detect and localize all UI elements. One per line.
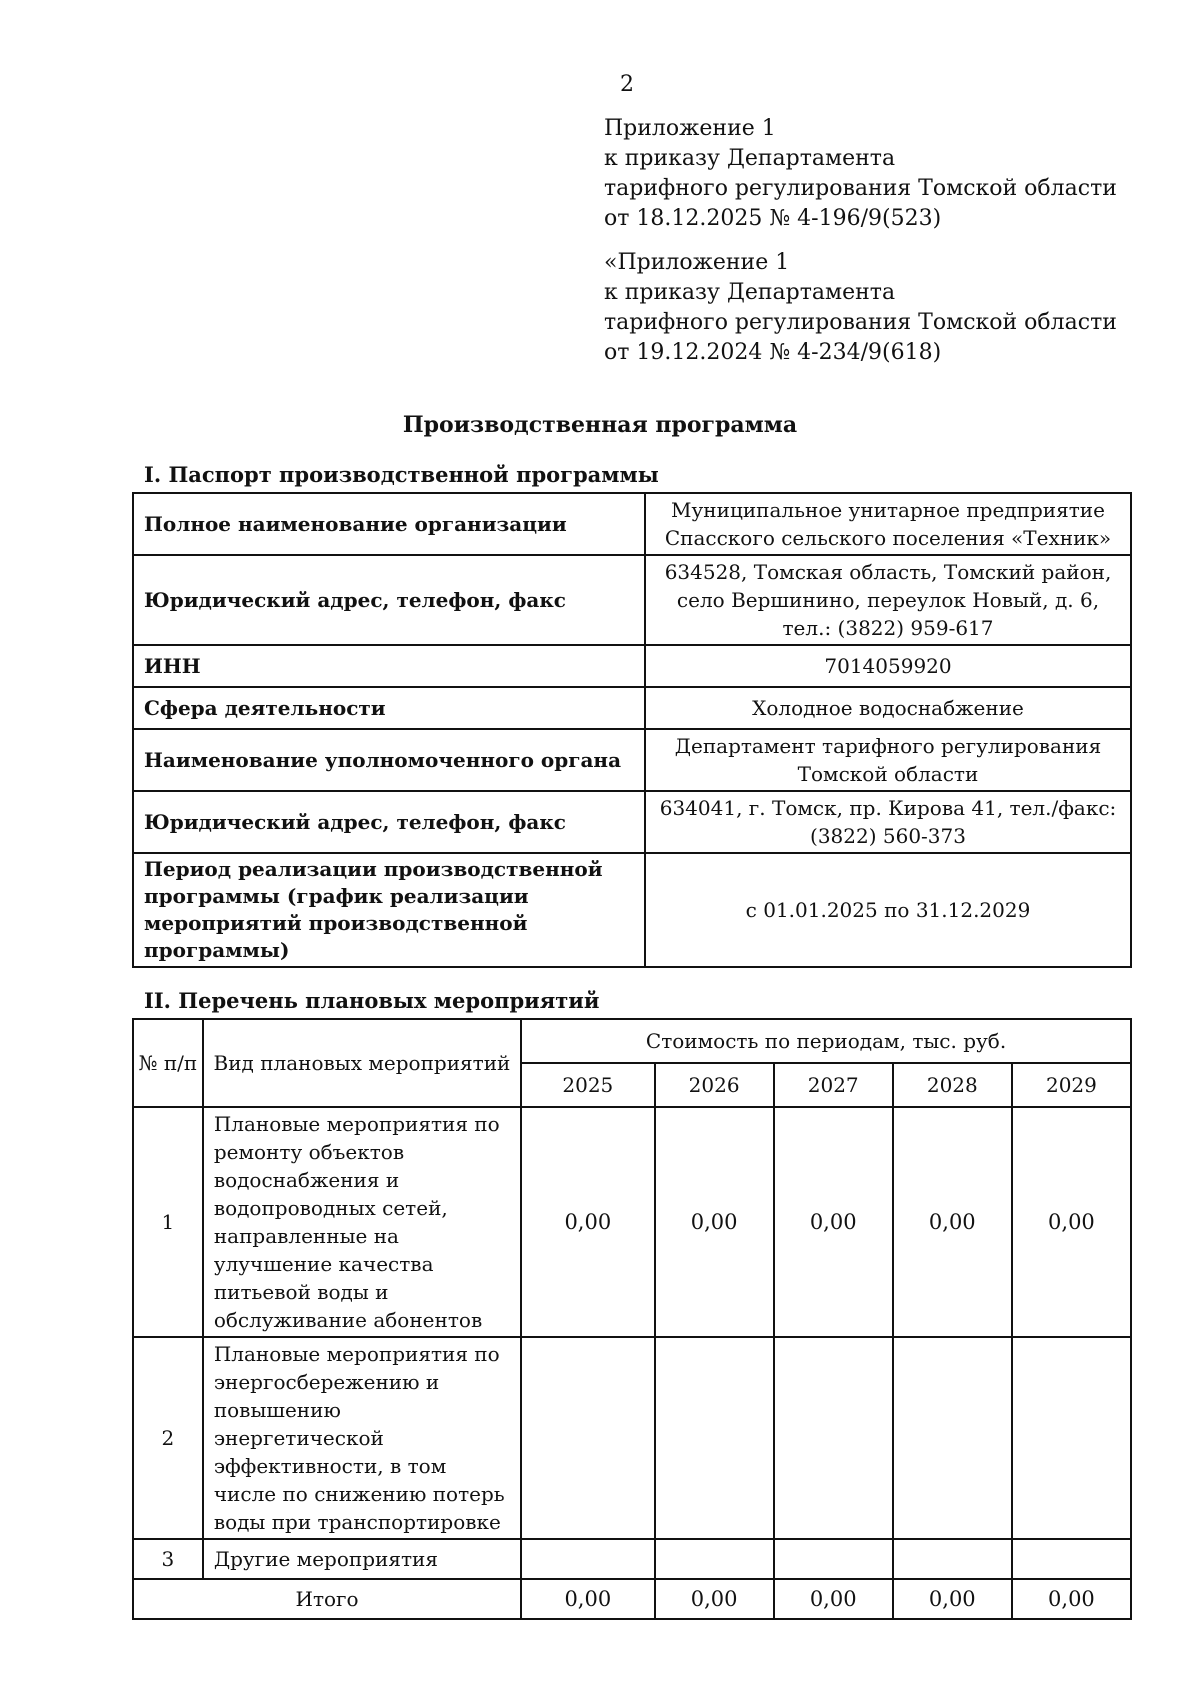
- cost-cell: [774, 1539, 893, 1579]
- row-label: Юридический адрес, телефон, факс: [133, 791, 645, 853]
- table-row: [133, 1337, 1131, 1539]
- col-header-year: 2029: [1012, 1063, 1131, 1107]
- row-value: 7014059920: [645, 645, 1131, 687]
- col-header-year: 2026: [655, 1063, 774, 1107]
- col-header-year: 2025: [521, 1063, 654, 1107]
- row-event-name: Другие мероприятия: [203, 1539, 521, 1579]
- row-label: Наименование уполномоченного органа: [133, 729, 645, 791]
- cost-cell: 0,00: [774, 1107, 893, 1337]
- cost-cell: [774, 1337, 893, 1539]
- passport-table: [132, 492, 1132, 968]
- appendix-line: от 19.12.2024 № 4-234/9(618): [604, 340, 942, 365]
- table-row: [133, 645, 1131, 687]
- col-header-year: 2028: [893, 1063, 1012, 1107]
- page-number: 2: [620, 72, 634, 97]
- row-label: Период реализации производственной программы (график реализации мероприятий производственной программы): [133, 853, 645, 967]
- total-cost-cell: 0,00: [893, 1579, 1012, 1619]
- table-row: [133, 1107, 1131, 1337]
- total-cost-cell: 0,00: [521, 1579, 654, 1619]
- appendix-header-previous: [604, 248, 1164, 368]
- row-label: Юридический адрес, телефон, факс: [133, 555, 645, 645]
- row-number: 3: [133, 1539, 203, 1579]
- row-label: Полное наименование организации: [133, 493, 645, 555]
- table-row: [133, 687, 1131, 729]
- appendix-header-current: [604, 114, 1164, 234]
- row-value: Холодное водоснабжение: [645, 687, 1131, 729]
- cost-cell: [655, 1337, 774, 1539]
- cost-cell: [655, 1539, 774, 1579]
- total-row: [133, 1579, 1131, 1619]
- cost-cell: 0,00: [893, 1107, 1012, 1337]
- row-value: Муниципальное унитарное предприятие Спасского сельского поселения «Техник»: [645, 493, 1131, 555]
- appendix-line: к приказу Департамента: [604, 280, 896, 305]
- cost-cell: [1012, 1539, 1131, 1579]
- cost-cell: [893, 1539, 1012, 1579]
- appendix-line: тарифного регулирования Томской области: [604, 176, 1117, 201]
- col-header-cost: Стоимость по периодам, тыс. руб.: [521, 1019, 1131, 1063]
- appendix-line: от 18.12.2025 № 4-196/9(523): [604, 206, 942, 231]
- row-label: ИНН: [133, 645, 645, 687]
- cost-cell: 0,00: [521, 1107, 654, 1337]
- row-value: 634041, г. Томск, пр. Кирова 41, тел./факс: (3822) 560-373: [645, 791, 1131, 853]
- row-event-name: Плановые мероприятия по энергосбережению и повышению энергетической эффективности, в том числе по снижению потерь воды при транспортировке: [203, 1337, 521, 1539]
- table-header-row: [133, 1019, 1131, 1063]
- row-value: 634528, Томская область, Томский район, село Вершинино, переулок Новый, д. 6, тел.: (3822) 959-617: [645, 555, 1131, 645]
- total-label: Итого: [133, 1579, 521, 1619]
- section-2-heading: II. Перечень плановых мероприятий: [144, 988, 600, 1013]
- table-row: [133, 1539, 1131, 1579]
- cost-cell: 0,00: [1012, 1107, 1131, 1337]
- planned-events-table: [132, 1018, 1132, 1620]
- col-header-event-type: Вид плановых мероприятий: [203, 1019, 521, 1107]
- table-row: [133, 791, 1131, 853]
- appendix-line: «Приложение 1: [604, 250, 790, 275]
- total-cost-cell: 0,00: [655, 1579, 774, 1619]
- appendix-line: Приложение 1: [604, 116, 776, 141]
- appendix-line: к приказу Департамента: [604, 146, 896, 171]
- row-event-name: Плановые мероприятия по ремонту объектов водоснабжения и водопроводных сетей, направленные на улучшение качества питьевой воды и обслуживание абонентов: [203, 1107, 521, 1337]
- row-value: Департамент тарифного регулирования Томской области: [645, 729, 1131, 791]
- section-1-heading: I. Паспорт производственной программы: [144, 462, 659, 487]
- col-header-year: 2027: [774, 1063, 893, 1107]
- cost-cell: 0,00: [655, 1107, 774, 1337]
- cost-cell: [521, 1539, 654, 1579]
- total-cost-cell: 0,00: [774, 1579, 893, 1619]
- row-label: Сфера деятельности: [133, 687, 645, 729]
- row-number: 1: [133, 1107, 203, 1337]
- cost-cell: [893, 1337, 1012, 1539]
- table-row: [133, 729, 1131, 791]
- cost-cell: [1012, 1337, 1131, 1539]
- cost-cell: [521, 1337, 654, 1539]
- row-value: с 01.01.2025 по 31.12.2029: [645, 853, 1131, 967]
- total-cost-cell: 0,00: [1012, 1579, 1131, 1619]
- appendix-line: тарифного регулирования Томской области: [604, 310, 1117, 335]
- table-row: [133, 493, 1131, 555]
- table-row: [133, 853, 1131, 967]
- col-header-number: № п/п: [133, 1019, 203, 1107]
- table-row: [133, 555, 1131, 645]
- document-title: Производственная программа: [402, 412, 798, 438]
- row-number: 2: [133, 1337, 203, 1539]
